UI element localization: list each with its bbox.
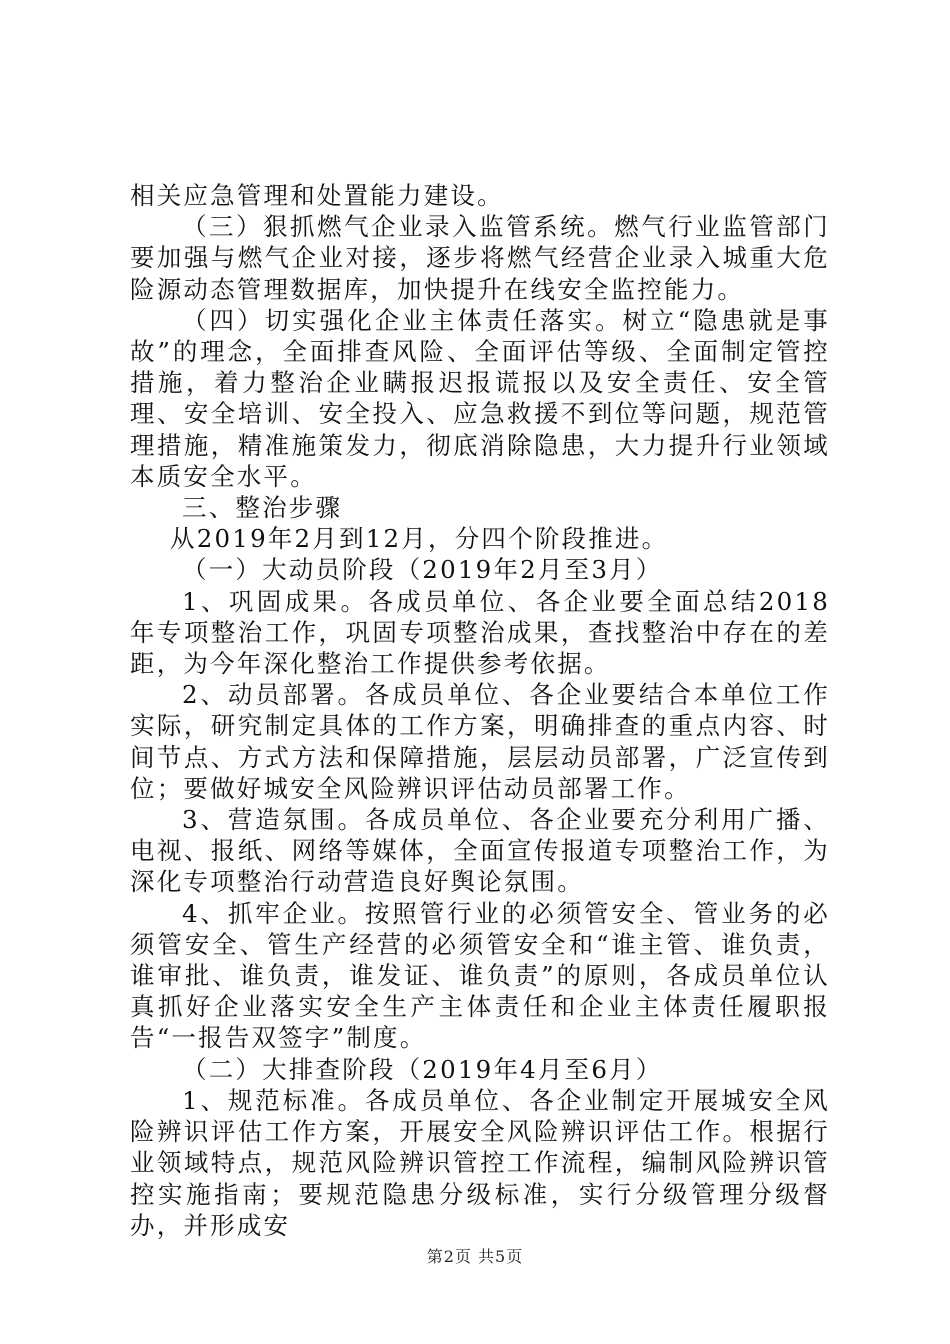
section-heading: 三、整治步骤 <box>182 493 343 523</box>
paragraph-step-1: 1、巩固成果。各成员单位、各企业要全面总结2018年专项整治工作，巩固专项整治成果，查找整治中存在的差距，为今年深化整治工作提供参考依据。 <box>130 586 830 679</box>
paragraph-step-2: 2、动员部署。各成员单位、各企业要结合本单位工作实际，研究制定具体的工作方案，明确排查的重点内容、时间节点、方式方法和保障措施，层层动员部署，广泛宣传到位；要做好城安全风险辨识评估动员部署工作。 <box>130 680 830 803</box>
paragraph-item-3: （三）狠抓燃气企业录入监管系统。燃气行业监管部门要加强与燃气企业对接，逐步将燃气经营企业录入城重大危险源动态管理数据库，加快提升在线安全监控能力。 <box>130 212 830 304</box>
paragraph-item-4: （四）切实强化企业主体责任落实。树立“隐患就是事故”的理念，全面排查风险、全面评估等级、全面制定管控措施，着力整治企业瞒报迟报谎报以及安全责任、安全管理、安全培训、安全投入、应急救援不到位等问题，规范管理措施，精准施策发力，彻底消除隐患，大力提升行业领域本质安全水平。 <box>130 305 830 491</box>
paragraph-step-3: 3、营造氛围。各成员单位、各企业要充分利用广播、电视、报纸、网络等媒体，全面宣传报道专项整治工作，为深化专项整治行动营造良好舆论氛围。 <box>130 805 830 897</box>
document-body <box>130 180 830 1241</box>
phase-heading-2: （二）大排查阶段（2019年4月至6月） <box>182 1054 663 1084</box>
phase-heading-1: （一）大动员阶段（2019年2月至3月） <box>182 555 663 585</box>
paragraph-schedule: 从2019年2月到12月，分四个阶段推进。 <box>170 524 669 554</box>
paragraph-step-4: 4、抓牢企业。按照管行业的必须管安全、管业务的必须管安全、管生产经营的必须管安全和“谁主管、谁负责，谁审批、谁负责，谁发证、谁负责”的原则，各成员单位认真抓好企业落实安全生产主体责任和企业主体责任履职报告“一报告双签字”制度。 <box>130 898 830 1053</box>
page-number-footer: 第2页 共5页 <box>426 1247 524 1266</box>
paragraph-continuation: 相关应急管理和处置能力建设。 <box>130 181 504 210</box>
paragraph-phase2-step-1: 1、规范标准。各成员单位、各企业制定开展城安全风险辨识评估工作方案，开展安全风险辨识评估工作。根据行业领域特点，规范风险辨识管控工作流程，编制风险辨识管控实施指南；要规范隐患分级标准，实行分级管理分级督办，并形成安 <box>130 1085 830 1240</box>
